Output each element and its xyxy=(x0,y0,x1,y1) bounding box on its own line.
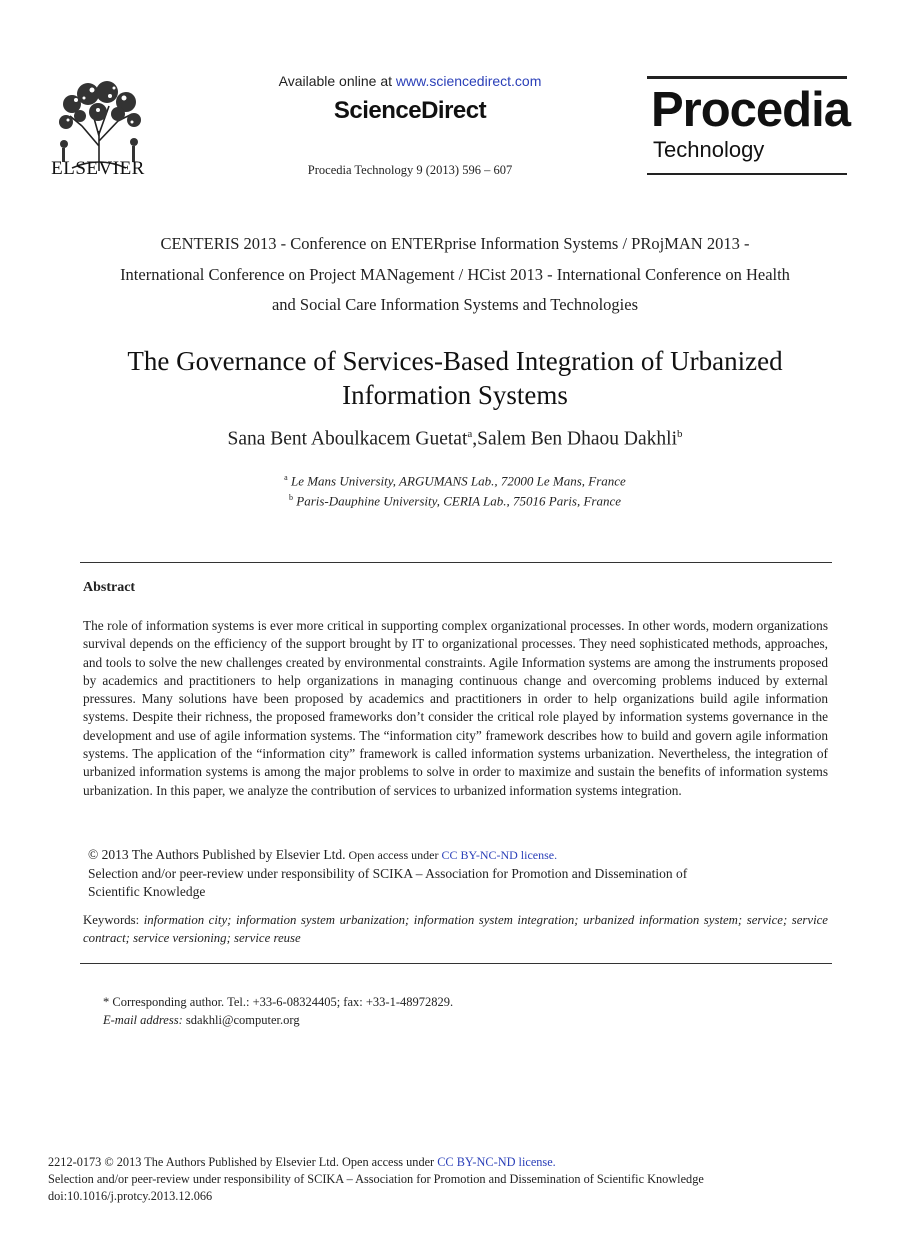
footer-license-link[interactable]: CC BY-NC-ND license. xyxy=(437,1155,556,1169)
procedia-logo-title: Procedia xyxy=(651,83,850,137)
procedia-top-rule xyxy=(647,76,847,79)
author-2-affil-mark: b xyxy=(677,428,683,440)
procedia-bottom-rule xyxy=(647,173,847,175)
footer-issn-copyright: 2212-0173 © 2013 The Authors Published by Elsevier Ltd. Open access under xyxy=(48,1155,438,1169)
abstract-heading: Abstract xyxy=(83,580,136,595)
paper-title-line-1: The Governance of Services-Based Integration of Urbanized xyxy=(127,346,783,376)
keywords-label: Keywords: xyxy=(83,913,144,927)
author-separator: , xyxy=(472,428,478,450)
available-online-line xyxy=(230,73,590,89)
available-online-prefix: Available online at xyxy=(278,73,396,89)
corresponding-author-line: * Corresponding author. Tel.: +33-6-08324405; fax: +33-1-48972829. xyxy=(103,995,454,1009)
keywords-list: information city; information system urbanization; information system integration; urbanized information system; service; service contract; service versioning; service reuse xyxy=(83,913,828,945)
author-1: Sana Bent Aboulkacem Guetat xyxy=(227,428,468,450)
affiliation-a-text: Le Mans University, ARGUMANS Lab., 72000 Le Mans, France xyxy=(290,473,626,489)
copyright-block xyxy=(88,846,828,902)
author-2: Salem Ben Dhaou Dakhli xyxy=(477,428,677,450)
open-access-prefix: Open access under xyxy=(345,848,442,862)
abstract-body: The role of information systems is ever more critical in supporting complex organizational processes. In other words, modern organizations survival depends on the efficiency of the support brought by IT to organizational processes. They need sophisticated methods, approaches, and tools to solve the new challenges created by environmental constraints. Agile Information systems are among the instruments proposed by academics and practitioners to help organizations in managing continuous change and overcoming problems induced by external pressures. Many solutions have been proposed by academics and practitioners in order to help organizations build agile information systems. Despite their richness, the proposed frameworks don’t consider the critical role played by information systems governance in the development and use of agile information systems. The “information city” framework describes how to build and govern agile information systems. The application of the “information city” framework is called information systems urbanization. Nevertheless, the integration of urbanized information systems is among the major problems to solve in order to maximize and sustain the benefits of information systems urbanization. In this paper, we analyze the contribution of services to urbanized information systems integration. xyxy=(83,618,828,798)
sciencedirect-link[interactable]: www.sciencedirect.com xyxy=(395,73,542,89)
corresponding-author-footnote xyxy=(103,993,453,1029)
license-link[interactable]: CC BY-NC-ND license. xyxy=(441,848,558,862)
elsevier-wordmark: ELSEVIER xyxy=(51,158,145,179)
email-label: E-mail address: xyxy=(103,1013,183,1027)
conference-info xyxy=(60,229,850,321)
sciencedirect-brand: ScienceDirect xyxy=(333,97,487,124)
abstract-top-divider xyxy=(80,562,832,563)
procedia-logo-subtitle: Technology xyxy=(653,137,765,162)
peer-review-line-1: Selection and/or peer-review under responsibility of SCIKA – Association for Promotion and Dissemination of xyxy=(88,865,688,881)
affiliation-b xyxy=(60,489,850,509)
affiliation-a-mark: a xyxy=(284,473,288,482)
abstract-bottom-divider xyxy=(80,963,832,964)
copyright-line xyxy=(88,846,828,865)
author-1-affil-mark: a xyxy=(467,428,473,440)
authors xyxy=(60,428,850,451)
footer-line-2: Selection and/or peer-review under responsibility of SCIKA – Association for Promotion and Dissemination of Scientific Knowledge xyxy=(48,1172,704,1186)
conference-line-2: International Conference on Project MANagement / HCist 2013 - International Conference on Health xyxy=(120,264,790,284)
paper-title xyxy=(60,344,850,412)
affiliation-b-text: Paris-Dauphine University, CERIA Lab., 75016 Paris, France xyxy=(296,493,621,509)
conference-line-1: CENTERIS 2013 - Conference on ENTERprise Information Systems / PRojMAN 2013 - xyxy=(160,234,750,253)
email-address[interactable]: sdakhli@computer.org xyxy=(182,1013,300,1027)
affiliation-b-mark: b xyxy=(289,493,293,503)
affiliations xyxy=(60,469,850,510)
journal-reference: Procedia Technology 9 (2013) 596 – 607 xyxy=(307,163,513,177)
publisher-footer xyxy=(48,1154,888,1205)
affiliation-a xyxy=(60,469,850,489)
peer-review-line-2: Scientific Knowledge xyxy=(88,884,206,899)
keywords xyxy=(83,912,828,947)
footer-doi[interactable]: doi:10.1016/j.protcy.2013.12.066 xyxy=(48,1189,213,1203)
email-line xyxy=(103,1011,453,1029)
conference-line-3: and Social Care Information Systems and Technologies xyxy=(271,295,639,314)
paper-title-line-2: Information Systems xyxy=(342,380,568,410)
footer-line-1 xyxy=(48,1154,888,1171)
copyright-text: © 2013 The Authors Published by Elsevier Ltd. xyxy=(88,847,346,862)
